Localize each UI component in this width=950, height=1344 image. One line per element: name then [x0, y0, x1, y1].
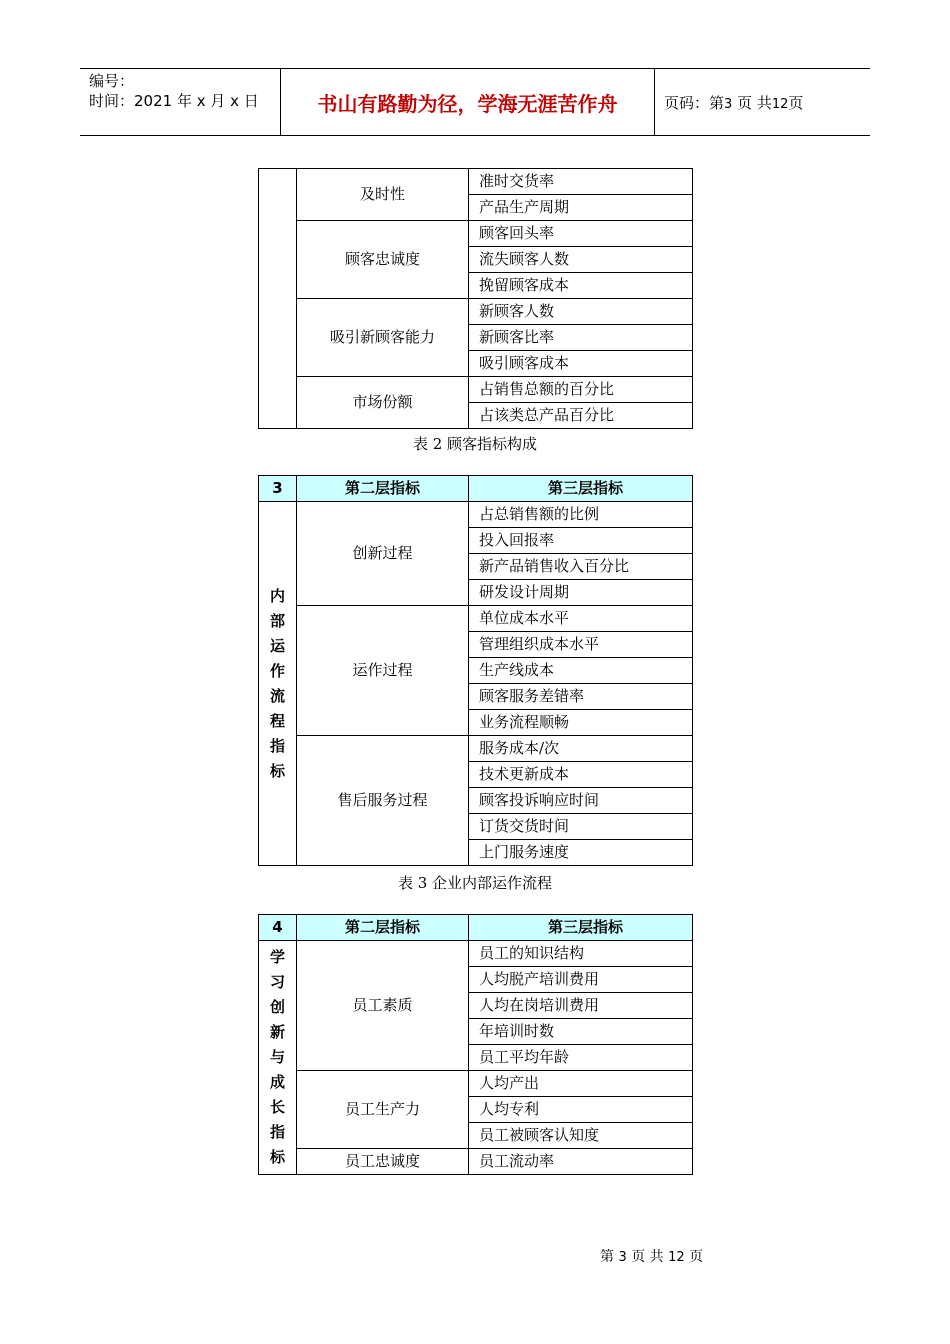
category-char: 长	[269, 1098, 285, 1116]
third-level-indicator: 员工流动率	[469, 1149, 693, 1175]
third-level-indicator: 员工平均年龄	[469, 1045, 693, 1071]
category-char: 指	[269, 1123, 285, 1141]
second-level-indicator: 员工素质	[297, 941, 469, 1071]
category-char: 指	[269, 736, 285, 755]
third-level-indicator: 投入回报率	[469, 528, 693, 554]
category-char: 标	[269, 1148, 285, 1166]
table-row	[259, 299, 693, 325]
table-caption: 表 3 企业内部运作流程	[397, 874, 553, 892]
category-cell	[259, 941, 297, 1175]
col-header-third-level: 第三层指标	[469, 915, 693, 941]
third-level-indicator: 技术更新成本	[469, 762, 693, 788]
third-level-indicator: 准时交货率	[469, 169, 693, 195]
table-number: 4	[259, 915, 297, 941]
col-header-second-level: 第二层指标	[297, 915, 469, 941]
third-level-indicator: 流失顾客人数	[469, 247, 693, 273]
internal-process-table	[258, 475, 693, 866]
table-row	[259, 606, 693, 632]
third-level-indicator: 占总销售额的比例	[469, 502, 693, 528]
third-level-indicator: 订货交货时间	[469, 814, 693, 840]
table-row	[259, 736, 693, 762]
third-level-indicator: 研发设计周期	[469, 580, 693, 606]
table-caption: 表 2 顾客指标构成	[412, 435, 538, 453]
third-level-indicator: 新顾客人数	[469, 299, 693, 325]
second-level-indicator: 市场份额	[297, 377, 469, 429]
category-cell	[259, 502, 297, 866]
third-level-indicator: 顾客服务差错率	[469, 684, 693, 710]
third-level-indicator: 员工的知识结构	[469, 941, 693, 967]
third-level-indicator: 人均专利	[469, 1097, 693, 1123]
third-level-indicator: 单位成本水平	[469, 606, 693, 632]
third-level-indicator: 人均在岗培训费用	[469, 993, 693, 1019]
category-char: 流	[269, 686, 285, 705]
category-char: 作	[269, 661, 285, 680]
third-level-indicator: 人均脱产培训费用	[469, 967, 693, 993]
category-char: 程	[269, 711, 285, 730]
customer-indicator-table	[258, 168, 693, 429]
category-char: 标	[269, 761, 285, 780]
category-char: 学	[269, 948, 285, 966]
second-level-indicator: 运作过程	[297, 606, 469, 736]
page-footer: 第 3 页 共 12 页	[600, 1249, 704, 1265]
third-level-indicator: 挽留顾客成本	[469, 273, 693, 299]
learning-growth-table	[258, 914, 693, 1175]
third-level-indicator: 占销售总额的百分比	[469, 377, 693, 403]
second-level-indicator: 及时性	[297, 169, 469, 221]
third-level-indicator: 顾客投诉响应时间	[469, 788, 693, 814]
table-row	[259, 1149, 693, 1175]
category-char: 习	[269, 973, 285, 991]
category-char: 创	[269, 998, 285, 1016]
third-level-indicator: 年培训时数	[469, 1019, 693, 1045]
third-level-indicator: 人均产出	[469, 1071, 693, 1097]
category-char: 与	[269, 1048, 285, 1066]
table-header-row	[259, 915, 693, 941]
category-char: 部	[269, 611, 285, 630]
third-level-indicator: 新顾客比率	[469, 325, 693, 351]
header-motto: 书山有路勤为径，学海无涯苦作舟	[317, 92, 618, 116]
table-row	[259, 941, 693, 967]
third-level-indicator: 新产品销售收入百分比	[469, 554, 693, 580]
third-level-indicator: 生产线成本	[469, 658, 693, 684]
third-level-indicator: 员工被顾客认知度	[469, 1123, 693, 1149]
category-char: 内	[269, 586, 285, 605]
col-header-third-level: 第三层指标	[469, 476, 693, 502]
table-row	[259, 377, 693, 403]
second-level-indicator: 员工忠诚度	[297, 1149, 469, 1175]
category-char: 运	[269, 636, 285, 655]
second-level-indicator: 售后服务过程	[297, 736, 469, 866]
third-level-indicator: 占该类总产品百分比	[469, 403, 693, 429]
third-level-indicator: 服务成本/次	[469, 736, 693, 762]
third-level-indicator: 吸引顾客成本	[469, 351, 693, 377]
table-row	[259, 221, 693, 247]
table-row	[259, 1071, 693, 1097]
third-level-indicator: 产品生产周期	[469, 195, 693, 221]
second-level-indicator: 吸引新顾客能力	[297, 299, 469, 377]
second-level-indicator: 顾客忠诚度	[297, 221, 469, 299]
third-level-indicator: 管理组织成本水平	[469, 632, 693, 658]
category-char: 新	[269, 1023, 285, 1041]
date-label: 时间：2021 年 x 月 x 日	[89, 92, 259, 110]
header-page-number: 页码：第3 页 共12页	[664, 94, 804, 112]
table-row	[259, 169, 693, 195]
third-level-indicator: 上门服务速度	[469, 840, 693, 866]
header-divider	[654, 69, 655, 135]
header-meta	[89, 71, 279, 111]
third-level-indicator: 业务流程顺畅	[469, 710, 693, 736]
table-header-row	[259, 476, 693, 502]
table-number: 3	[259, 476, 297, 502]
col-header-second-level: 第二层指标	[297, 476, 469, 502]
table-row	[259, 502, 693, 528]
second-level-indicator: 创新过程	[297, 502, 469, 606]
serial-label: 编号：	[89, 72, 135, 90]
category-char: 成	[269, 1073, 285, 1091]
third-level-indicator: 顾客回头率	[469, 221, 693, 247]
page-header	[80, 68, 870, 136]
category-cell	[259, 169, 297, 429]
second-level-indicator: 员工生产力	[297, 1071, 469, 1149]
